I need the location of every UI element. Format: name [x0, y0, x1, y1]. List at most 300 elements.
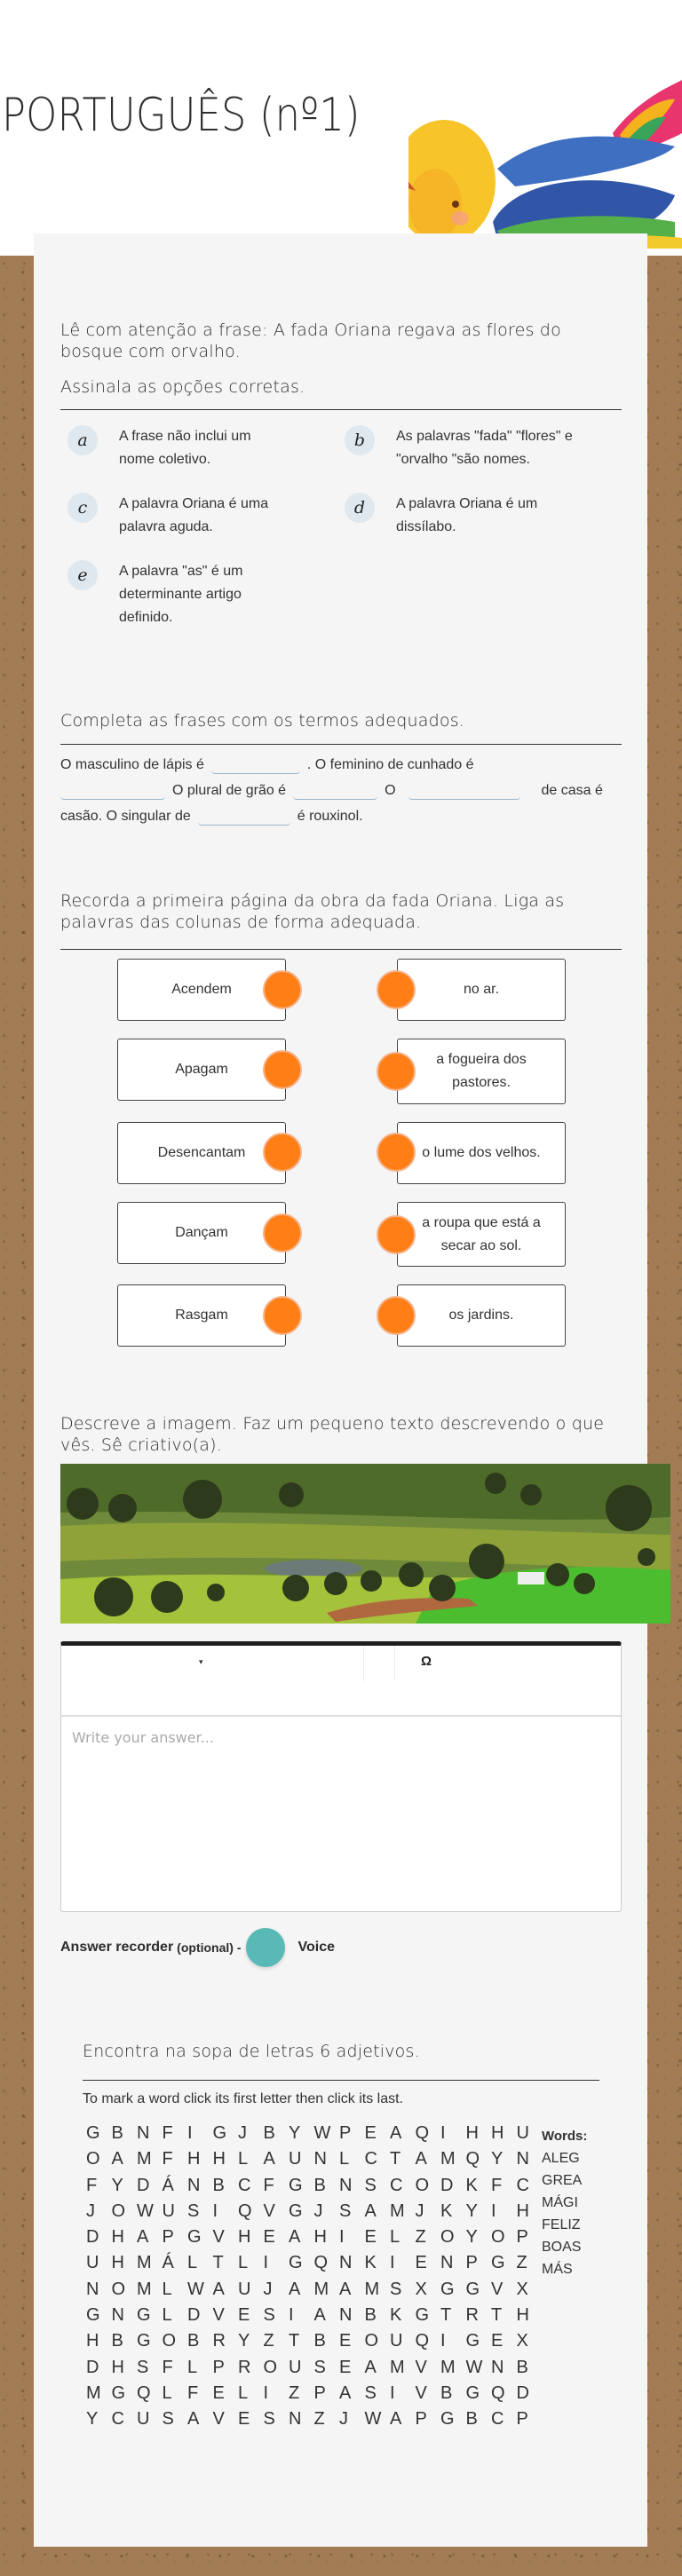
question-3-prompt: Recorda a primeira página da obra da fada Oriana. Liga as palavras das colunas de forma adequada. [60, 891, 565, 932]
letter-cell[interactable]: G [289, 2201, 303, 2221]
letter-cell[interactable]: V [415, 2357, 427, 2377]
letter-cell[interactable]: H [111, 2253, 124, 2273]
letter-cell[interactable]: U [289, 2149, 302, 2169]
option-d[interactable] [345, 493, 611, 539]
letter-cell[interactable]: I [187, 2123, 193, 2143]
letter-cell[interactable]: M [137, 2149, 152, 2169]
letter-cell[interactable]: C [111, 2409, 124, 2430]
letter-cell[interactable]: O [364, 2331, 379, 2351]
letter-cell[interactable]: N [86, 2279, 99, 2299]
letter-cell[interactable]: B [440, 2382, 453, 2403]
letter-cell[interactable]: N [111, 2305, 124, 2326]
blank-input-2[interactable] [60, 782, 165, 800]
letter-cell[interactable]: Q [238, 2201, 252, 2221]
match-right-connector[interactable] [377, 1296, 416, 1335]
letter-cell[interactable]: G [86, 2123, 100, 2143]
letter-cell[interactable]: H [465, 2123, 479, 2143]
match-left-connector[interactable] [263, 1133, 302, 1172]
word-item: BOAS [542, 2240, 582, 2255]
letter-cell[interactable]: N [187, 2175, 201, 2195]
letter-cell[interactable]: V [212, 2409, 225, 2430]
letter-cell[interactable]: O [111, 2201, 126, 2221]
question-4-prompt: Descreve a imagem. Faz um pequeno texto descrevendo o que vês. Sê criativo(a). [60, 1414, 605, 1455]
landscape-image [60, 1464, 670, 1624]
letter-cell[interactable]: I [440, 2331, 446, 2351]
letter-cell[interactable]: B [263, 2123, 275, 2143]
letter-cell[interactable]: G [465, 2331, 480, 2351]
letter-cell[interactable]: Y [491, 2149, 504, 2169]
blank-input-5[interactable] [198, 808, 290, 826]
letter-cell[interactable]: Y [465, 2227, 478, 2248]
letter-cell[interactable]: G [289, 2253, 303, 2273]
match-right-connector[interactable] [377, 1052, 416, 1091]
letter-cell[interactable]: J [339, 2409, 348, 2430]
letter-cell[interactable]: F [162, 2149, 173, 2169]
letter-cell[interactable]: I [491, 2201, 496, 2221]
letter-cell[interactable]: A [390, 2409, 402, 2430]
letter-cell[interactable]: G [289, 2175, 303, 2195]
word-search-hint: To mark a word click its first letter then click its last. [83, 2091, 403, 2106]
letter-cell[interactable]: O [111, 2279, 126, 2299]
letter-cell[interactable]: C [491, 2409, 504, 2430]
letter-cell[interactable]: A [263, 2149, 275, 2169]
grid-row [86, 2358, 542, 2383]
grid-row [86, 2201, 542, 2227]
letter-cell[interactable]: N [516, 2149, 529, 2169]
letter-cell[interactable]: A [339, 2279, 352, 2299]
grid-row [86, 2176, 542, 2201]
option-key: b [345, 425, 375, 455]
letter-cell[interactable]: Q [491, 2382, 505, 2403]
letter-cell[interactable]: B [212, 2175, 225, 2195]
letter-cell[interactable]: B [187, 2331, 200, 2351]
letter-cell[interactable]: K [364, 2253, 377, 2273]
letter-cell[interactable]: S [339, 2201, 352, 2221]
letter-cell[interactable]: A [339, 2382, 352, 2403]
letter-cell[interactable]: G [491, 2253, 505, 2273]
letter-cell[interactable]: B [465, 2409, 478, 2430]
letter-cell[interactable]: W [187, 2279, 204, 2299]
letter-cell[interactable]: R [212, 2331, 226, 2351]
letter-cell[interactable]: W [313, 2123, 331, 2143]
letter-cell[interactable]: U [390, 2331, 403, 2351]
letter-cell[interactable]: U [86, 2253, 99, 2273]
special-characters-icon[interactable]: Ω [421, 1654, 432, 1669]
letter-cell[interactable]: D [516, 2382, 529, 2403]
divider [60, 744, 622, 745]
match-right-connector[interactable] [377, 1215, 416, 1254]
letter-cell[interactable]: D [86, 2227, 99, 2248]
grid-row [86, 2149, 542, 2175]
letter-cell[interactable]: P [339, 2123, 352, 2143]
match-left-item[interactable]: Rasgam [117, 1284, 286, 1347]
letter-cell[interactable]: H [212, 2149, 226, 2169]
letter-cell[interactable]: H [187, 2149, 201, 2169]
letter-cell[interactable]: L [162, 2382, 172, 2403]
letter-cell[interactable]: V [212, 2227, 225, 2248]
grid-row [86, 2227, 542, 2253]
letter-cell[interactable]: S [390, 2279, 402, 2299]
letter-cell[interactable]: Z [415, 2227, 426, 2248]
letter-cell[interactable]: F [263, 2175, 274, 2195]
letter-cell[interactable]: Y [465, 2201, 478, 2221]
option-text: A frase não inclui um nome coletivo. [119, 429, 251, 467]
letter-cell[interactable]: R [465, 2305, 479, 2326]
letter-cell[interactable]: S [364, 2382, 377, 2403]
letter-cell[interactable]: W [465, 2357, 483, 2377]
letter-cell[interactable]: X [415, 2279, 427, 2299]
recorder-label: Answer recorder [60, 1940, 174, 1955]
letter-cell[interactable]: S [137, 2357, 149, 2377]
letter-cell[interactable]: A [390, 2123, 402, 2143]
letter-cell[interactable]: B [313, 2175, 326, 2195]
letter-cell[interactable]: Z [516, 2253, 527, 2273]
letter-cell[interactable]: Q [415, 2123, 430, 2143]
word-item: ALEG [542, 2151, 580, 2166]
letter-cell[interactable]: N [289, 2409, 302, 2430]
page-title: PORTUGUÊS (nº1) [2, 89, 361, 142]
question-1-prompt: Lê com atenção a frase: A fada Oriana regava as flores do bosque com orvalho. [60, 320, 561, 361]
letter-cell[interactable]: Q [465, 2149, 480, 2169]
letter-cell[interactable]: D [86, 2357, 99, 2377]
option-b[interactable] [345, 425, 611, 471]
question-1-instruction: Assinala as opções corretas. [60, 377, 305, 397]
letter-cell[interactable]: E [364, 2123, 377, 2143]
letter-cell[interactable]: A [289, 2227, 301, 2248]
letter-cell[interactable]: S [263, 2409, 275, 2430]
option-text: A palavra "as" é um determinante artigo definido. [119, 564, 243, 625]
blank-input-1[interactable] [211, 756, 300, 774]
letter-cell[interactable]: H [111, 2357, 124, 2377]
letter-cell[interactable]: H [86, 2331, 99, 2351]
letter-cell[interactable]: E [238, 2305, 250, 2326]
letter-cell[interactable]: D [187, 2305, 201, 2326]
letter-cell[interactable]: J [86, 2201, 95, 2221]
letter-cell[interactable]: A [187, 2409, 200, 2430]
letter-cell[interactable]: B [111, 2331, 123, 2351]
letter-cell[interactable]: O [86, 2149, 100, 2169]
letter-cell[interactable]: S [162, 2409, 174, 2430]
question-2-prompt: Completa as frases com os termos adequados. [60, 711, 465, 731]
letter-cell[interactable]: I [390, 2382, 395, 2403]
letter-cell[interactable]: Y [238, 2331, 250, 2351]
letter-cell[interactable]: G [440, 2409, 455, 2430]
letter-cell[interactable]: D [137, 2175, 150, 2195]
letter-cell[interactable]: G [212, 2123, 227, 2143]
option-text: A palavra Oriana é um dissílabo. [396, 496, 538, 534]
text-segment: de casa é casão. O singular de [60, 783, 603, 824]
letter-cell[interactable]: I [390, 2253, 395, 2273]
letter-cell[interactable]: A [111, 2149, 123, 2169]
match-left-connector[interactable] [263, 970, 302, 1009]
match-left-connector[interactable] [263, 1213, 302, 1252]
letter-cell[interactable]: F [491, 2175, 503, 2195]
letter-cell[interactable]: L [238, 2382, 249, 2403]
match-right-item[interactable]: a fogueira dos pastores. [397, 1039, 566, 1104]
letter-cell[interactable]: M [440, 2357, 456, 2377]
letter-cell[interactable]: I [263, 2253, 269, 2273]
letter-cell[interactable]: M [390, 2357, 405, 2377]
letter-cell[interactable]: T [491, 2305, 503, 2326]
grid-row [86, 2331, 542, 2357]
word-item: FELIZ [542, 2217, 581, 2232]
letter-cell[interactable]: A [289, 2279, 301, 2299]
letter-cell[interactable]: G [415, 2305, 430, 2326]
letter-cell[interactable]: J [415, 2201, 424, 2221]
letter-cell[interactable]: K [440, 2201, 453, 2221]
letter-cell[interactable]: E [415, 2253, 427, 2273]
letter-cell[interactable]: P [162, 2227, 174, 2248]
letter-cell[interactable]: N [440, 2253, 454, 2273]
blank-input-3[interactable] [293, 782, 377, 800]
letter-cell[interactable]: S [364, 2175, 377, 2195]
letter-cell[interactable]: V [263, 2201, 275, 2221]
text-segment: O plural de grão é [172, 783, 287, 798]
letter-cell[interactable]: V [415, 2382, 427, 2403]
record-button[interactable] [246, 1928, 285, 1967]
blank-input-4[interactable] [408, 782, 520, 800]
letter-cell[interactable]: G [465, 2382, 480, 2403]
letter-cell[interactable]: J [263, 2279, 273, 2299]
letter-cell[interactable]: N [339, 2305, 353, 2326]
text-segment: O [385, 783, 396, 798]
match-left-connector[interactable] [263, 1296, 302, 1335]
letter-cell[interactable]: B [111, 2123, 123, 2143]
option-key: d [345, 493, 375, 523]
letter-cell[interactable]: G [187, 2227, 202, 2248]
match-right-item[interactable]: o lume dos velhos. [397, 1122, 566, 1184]
match-right-connector[interactable] [377, 1133, 416, 1172]
letter-cell[interactable]: L [162, 2305, 172, 2326]
divider [83, 2080, 599, 2081]
letter-cell[interactable]: L [339, 2149, 350, 2169]
letter-cell[interactable]: T [212, 2253, 224, 2273]
letter-cell[interactable]: N [313, 2149, 327, 2169]
letter-cell[interactable]: Z [289, 2382, 300, 2403]
word-list-header: Words: [542, 2129, 588, 2144]
letter-cell[interactable]: P [212, 2357, 225, 2377]
option-e[interactable] [67, 560, 334, 629]
letter-cell[interactable]: K [390, 2305, 402, 2326]
letter-cell[interactable]: O [263, 2357, 278, 2377]
letter-cell[interactable]: S [187, 2201, 200, 2221]
match-right-item[interactable]: a roupa que está a secar ao sol. [397, 1202, 566, 1267]
letter-cell[interactable]: P [465, 2253, 478, 2273]
letter-cell[interactable]: O [415, 2175, 430, 2195]
letter-cell[interactable]: H [516, 2201, 529, 2221]
letter-cell[interactable]: L [187, 2253, 198, 2273]
letter-cell[interactable]: P [516, 2227, 528, 2248]
letter-cell[interactable]: F [162, 2123, 173, 2143]
letter-cell[interactable]: H [491, 2123, 504, 2143]
letter-cell[interactable]: S [313, 2357, 326, 2377]
letter-cell[interactable]: A [364, 2357, 377, 2377]
recorder-optional: (optional) - [177, 1940, 242, 1955]
letter-cell[interactable]: G [137, 2305, 151, 2326]
letter-cell[interactable]: L [162, 2279, 172, 2299]
match-left-item[interactable]: Acendem [117, 959, 286, 1021]
letter-cell[interactable]: I [339, 2227, 345, 2248]
letter-cell[interactable]: B [313, 2331, 326, 2351]
letter-cell[interactable]: Q [415, 2331, 430, 2351]
letter-cell[interactable]: Q [313, 2253, 329, 2273]
page-header [0, 0, 682, 256]
fill-in-paragraph [60, 752, 622, 829]
letter-cell[interactable]: M [364, 2279, 380, 2299]
letter-cell[interactable]: N [137, 2123, 150, 2143]
letter-cell[interactable]: E [364, 2227, 377, 2248]
match-left-item[interactable]: Desencantam [117, 1122, 286, 1184]
letter-cell[interactable]: Q [137, 2382, 151, 2403]
letter-cell[interactable]: C [390, 2175, 403, 2195]
letter-cell[interactable]: Z [263, 2331, 274, 2351]
letter-cell[interactable]: A [313, 2305, 326, 2326]
letter-cell[interactable]: B [364, 2305, 377, 2326]
letter-cell[interactable]: G [137, 2331, 151, 2351]
letter-cell[interactable]: F [187, 2382, 199, 2403]
word-item: MÁS [542, 2262, 573, 2277]
letter-cell[interactable]: X [516, 2331, 528, 2351]
text-segment: é rouxinol. [297, 809, 363, 824]
letter-cell[interactable]: Y [111, 2175, 123, 2195]
option-key: a [67, 425, 98, 455]
letter-cell[interactable]: E [212, 2382, 225, 2403]
grid-row [86, 2253, 542, 2279]
letter-cell[interactable]: E [263, 2227, 275, 2248]
letter-cell[interactable]: M [390, 2201, 405, 2221]
letter-cell[interactable]: I [440, 2123, 446, 2143]
letter-cell[interactable]: L [390, 2227, 400, 2248]
letter-cell[interactable]: M [86, 2382, 101, 2403]
letter-cell[interactable]: A [137, 2227, 149, 2248]
letter-cell[interactable]: K [465, 2175, 478, 2195]
letter-cell[interactable]: F [162, 2357, 173, 2377]
match-right-connector[interactable] [377, 970, 416, 1009]
letter-cell[interactable]: I [263, 2382, 269, 2403]
letter-cell[interactable]: Á [162, 2253, 174, 2273]
letter-cell[interactable]: N [491, 2357, 504, 2377]
letter-cell[interactable]: E [339, 2357, 352, 2377]
letter-cell[interactable]: Á [162, 2175, 174, 2195]
text-segment: . O feminino de cunhado é [306, 757, 474, 772]
word-search-grid [86, 2123, 542, 2436]
letter-cell[interactable]: J [238, 2123, 247, 2143]
letter-cell[interactable]: C [516, 2175, 529, 2195]
letter-cell[interactable]: T [289, 2331, 300, 2351]
letter-cell[interactable]: Y [289, 2123, 301, 2143]
letter-cell[interactable]: Y [86, 2409, 99, 2430]
letter-cell[interactable]: A [364, 2201, 377, 2221]
letter-cell[interactable]: L [238, 2149, 249, 2169]
letter-cell[interactable]: Z [313, 2409, 325, 2430]
letter-cell[interactable]: U [162, 2201, 175, 2221]
match-left-item[interactable]: Apagam [117, 1039, 286, 1101]
letter-cell[interactable]: P [516, 2409, 528, 2430]
letter-cell[interactable]: M [137, 2279, 152, 2299]
letter-cell[interactable]: N [339, 2253, 353, 2273]
letter-cell[interactable]: M [137, 2253, 152, 2273]
option-a[interactable] [67, 425, 334, 471]
match-right-item[interactable]: os jardins. [397, 1284, 566, 1347]
letter-cell[interactable]: A [212, 2279, 225, 2299]
question-5-prompt: Encontra na sopa de letras 6 adjetivos. [83, 2042, 420, 2061]
letter-cell[interactable]: N [339, 2175, 353, 2195]
letter-cell[interactable]: U [238, 2279, 251, 2299]
letter-cell[interactable]: E [238, 2409, 250, 2430]
letter-cell[interactable]: G [111, 2382, 126, 2403]
letter-cell[interactable]: L [187, 2357, 198, 2377]
letter-cell[interactable]: E [491, 2331, 504, 2351]
answer-textarea[interactable] [61, 1717, 621, 1903]
option-text: A palavra Oriana é uma palavra aguda. [119, 496, 269, 534]
letter-cell[interactable]: I [212, 2201, 218, 2221]
toolbar-separator [363, 1646, 395, 1681]
letter-cell[interactable]: W [137, 2201, 154, 2221]
letter-cell[interactable]: C [364, 2149, 377, 2169]
word-list [542, 2128, 586, 2278]
letter-cell[interactable]: G [465, 2279, 480, 2299]
letter-cell[interactable]: B [516, 2357, 528, 2377]
letter-cell[interactable]: L [238, 2253, 249, 2273]
letter-cell[interactable]: M [440, 2149, 456, 2169]
letter-cell[interactable]: O [491, 2227, 505, 2248]
grid-row [86, 2305, 542, 2331]
editor-toolbar [61, 1646, 621, 1717]
rich-text-editor [60, 1641, 622, 1912]
letter-cell[interactable]: O [440, 2227, 455, 2248]
match-left-connector[interactable] [263, 1050, 302, 1089]
letter-cell[interactable]: G [440, 2279, 455, 2299]
letter-cell[interactable]: D [440, 2175, 454, 2195]
letter-cell[interactable]: I [289, 2305, 294, 2326]
grid-row [86, 2383, 542, 2409]
letter-cell[interactable]: T [440, 2305, 452, 2326]
letter-cell[interactable]: A [415, 2149, 427, 2169]
letter-cell[interactable]: V [212, 2305, 225, 2326]
letter-cell[interactable]: O [162, 2331, 177, 2351]
match-left-item[interactable]: Dançam [117, 1202, 286, 1264]
option-c[interactable] [67, 493, 334, 539]
divider [60, 949, 622, 950]
letter-cell[interactable]: C [238, 2175, 251, 2195]
letter-cell[interactable]: S [263, 2305, 275, 2326]
grid-row [86, 2123, 542, 2149]
format-dropdown-icon[interactable]: ▾ [199, 1657, 203, 1666]
letter-cell[interactable]: X [516, 2279, 528, 2299]
letter-cell[interactable]: F [86, 2175, 98, 2195]
letter-cell[interactable]: R [238, 2357, 251, 2377]
letter-cell[interactable]: W [364, 2409, 382, 2430]
letter-cell[interactable]: U [137, 2409, 150, 2430]
letter-cell[interactable]: M [313, 2279, 329, 2299]
letter-cell[interactable]: U [289, 2357, 302, 2377]
letter-cell[interactable]: H [111, 2227, 124, 2248]
letter-cell[interactable]: H [238, 2227, 251, 2248]
letter-cell[interactable]: J [313, 2201, 323, 2221]
letter-cell[interactable]: H [516, 2305, 529, 2326]
match-right-item[interactable]: no ar. [397, 959, 566, 1021]
letter-cell[interactable]: E [339, 2331, 352, 2351]
text-segment: O masculino de lápis é [60, 757, 204, 772]
letter-cell[interactable]: G [86, 2305, 100, 2326]
letter-cell[interactable]: P [415, 2409, 427, 2430]
option-key: c [67, 493, 98, 523]
letter-cell[interactable]: P [313, 2382, 326, 2403]
letter-cell[interactable]: T [390, 2149, 401, 2169]
letter-cell[interactable]: H [313, 2227, 327, 2248]
letter-cell[interactable]: V [491, 2279, 504, 2299]
letter-cell[interactable]: U [516, 2123, 529, 2143]
